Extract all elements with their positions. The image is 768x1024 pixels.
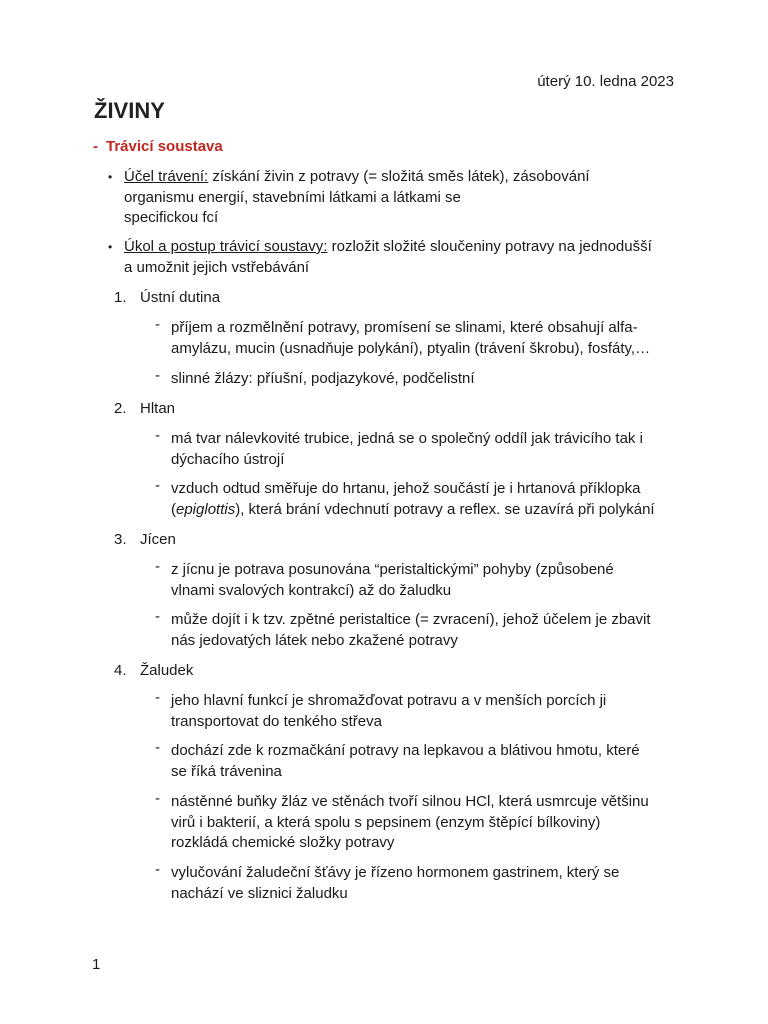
organ-heading — [114, 288, 220, 309]
organ-name: Ústní dutina — [140, 289, 221, 306]
page-title: ŽIVINY — [94, 98, 165, 123]
list-item — [155, 691, 695, 732]
list-item — [155, 318, 695, 359]
bullet-item — [108, 167, 688, 229]
organ-name: Žaludek — [140, 662, 194, 679]
list-item — [155, 369, 695, 390]
bullet-dot: • — [108, 170, 113, 184]
list-item — [155, 610, 695, 651]
organ-heading — [114, 530, 176, 551]
item-dash: - — [155, 861, 160, 878]
organ-name: Jícen — [140, 531, 176, 548]
bullet-text: a umožnit jejich vstřebávání — [124, 258, 310, 276]
bullet-dot: • — [108, 240, 113, 254]
section-dash: - — [93, 138, 98, 155]
item-text: vzduch odtud směřuje do hrtanu, jehož součástí je i hrtanová příklopka — [171, 480, 641, 497]
item-dash: - — [155, 608, 160, 625]
list-item — [155, 429, 695, 470]
item-dash: - — [155, 558, 160, 575]
item-text: vylučování žaludeční šťávy je řízeno hormonem gastrinem, který se — [171, 864, 620, 881]
item-text: vlnami svalových kontrakcí) až do žaludku — [171, 581, 452, 599]
item-dash: - — [155, 689, 160, 706]
item-text: má tvar nálevkovité trubice, jedná se o společný oddíl jak trávicího tak i — [171, 430, 643, 447]
item-text: nachází ve sliznici žaludku — [171, 884, 348, 902]
item-text: dochází zde k rozmačkání potravy na lepkavou a blátivou hmotu, které — [171, 742, 640, 759]
list-item — [155, 863, 695, 904]
latin-term: epiglottis — [176, 500, 236, 518]
item-dash: - — [155, 316, 160, 333]
bullet-text: získání živin z potravy (= složitá směs látek), zásobování — [208, 168, 590, 185]
item-text: nás jedovatých látek nebo zkažené potravy — [171, 631, 458, 649]
organ-heading — [114, 399, 175, 420]
bullet-text: specifickou fcí — [124, 209, 219, 226]
item-dash: - — [155, 427, 160, 444]
bullet-item — [108, 237, 688, 278]
organ-number: 4. — [114, 662, 127, 679]
item-dash: - — [155, 739, 160, 756]
page-number: 1 — [92, 956, 101, 973]
item-dash: - — [155, 477, 160, 494]
document-date: úterý 10. ledna 2023 — [537, 73, 674, 90]
section-heading — [93, 137, 223, 158]
organ-number: 2. — [114, 400, 127, 417]
item-dash: - — [155, 367, 160, 384]
bullet-text: rozložit složité sloučeniny potravy na jednodušší — [327, 238, 652, 255]
item-text: amylázu, mucin (usnadňuje polykání), ptyalin (trávení škrobu), fosfáty,… — [171, 339, 651, 357]
item-text: transportovat do tenkého střeva — [171, 712, 382, 730]
organ-heading — [114, 661, 193, 682]
item-text: příjem a rozmělnění potravy, promísení se slinami, které obsahují alfa- — [171, 319, 638, 336]
list-item — [155, 741, 695, 782]
item-text: z jícnu je potrava posunována “peristaltickými” pohyby (způsobené — [171, 561, 614, 578]
item-text: může dojít i k tzv. zpětné peristaltice (= zvracení), jehož účelem je zbavit — [171, 611, 651, 628]
item-text: (epiglottis), která brání vdechnutí potravy a reflex. se uzavírá při polykání — [171, 500, 655, 518]
organ-number: 1. — [114, 289, 127, 306]
bullet-label: Účel trávení: — [124, 168, 209, 185]
item-text: rozkládá chemické složky potravy — [171, 834, 395, 851]
item-text: virů i bakterií, a která spolu s pepsinem (enzym štěpící bílkoviny) — [171, 813, 601, 831]
bullet-label: Úkol a postup trávicí soustavy: — [124, 238, 328, 255]
item-text: jeho hlavní funkcí je shromažďovat potravu a v menších porcích ji — [171, 692, 607, 709]
bullet-text: organismu energií, stavebními látkami a látkami se — [124, 188, 461, 206]
list-item — [155, 792, 695, 854]
section-label: Trávicí soustava — [106, 138, 223, 155]
item-text: dýchacího ústrojí — [171, 450, 285, 468]
organ-number: 3. — [114, 531, 127, 548]
item-text: nástěnné buňky žláz ve stěnách tvoří silnou HCl, která usmrcuje většinu — [171, 793, 649, 810]
item-text: se říká trávenina — [171, 762, 282, 780]
list-item — [155, 479, 695, 520]
item-text: slinné žlázy: příušní, podjazykové, podčelistní — [171, 370, 475, 387]
list-item — [155, 560, 695, 601]
organ-name: Hltan — [140, 400, 176, 417]
item-dash: - — [155, 790, 160, 807]
